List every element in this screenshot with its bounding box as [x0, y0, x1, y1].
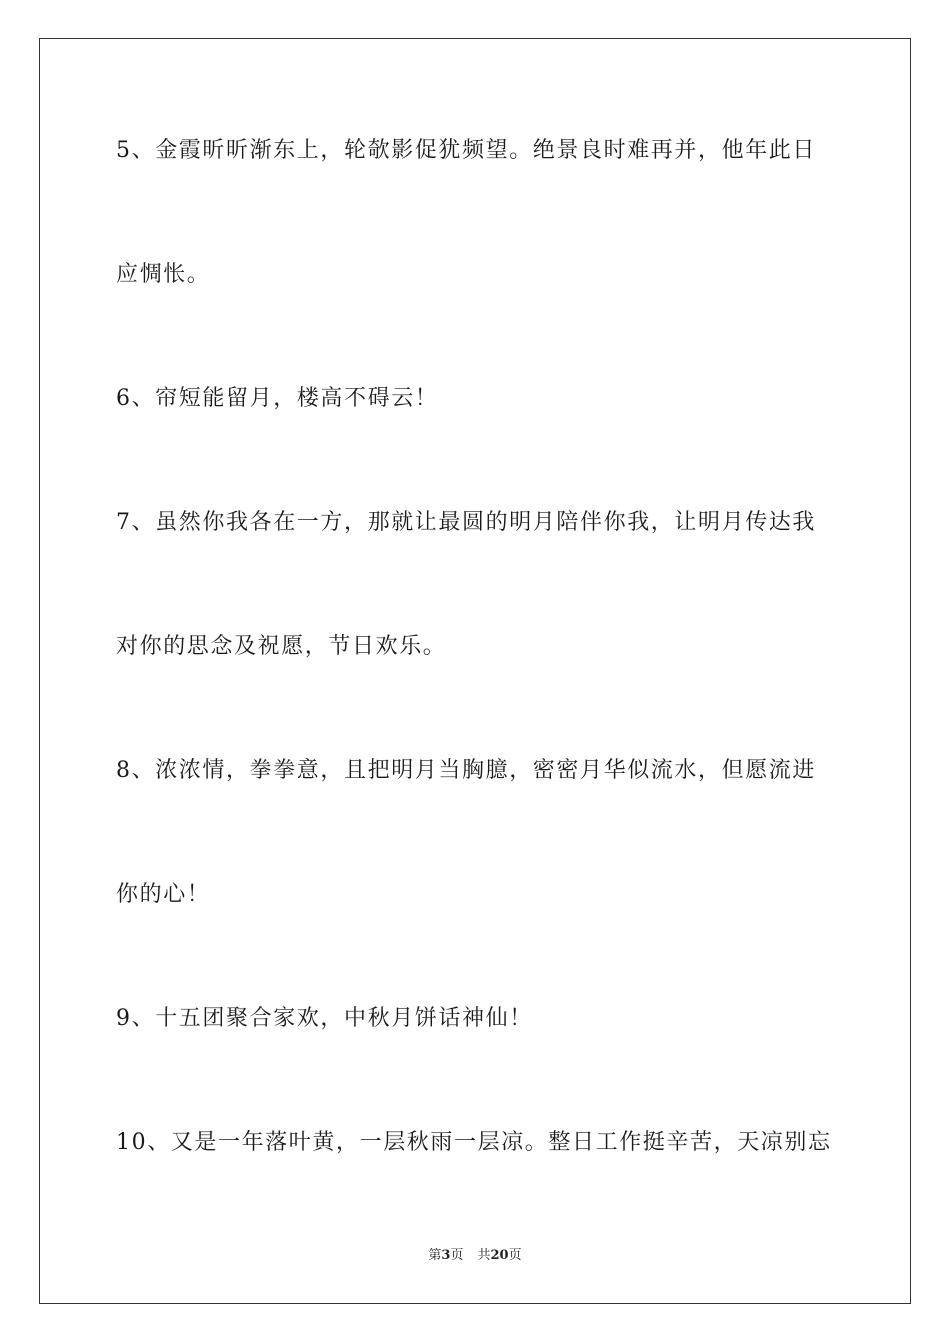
page-footer — [0, 1247, 950, 1265]
text-line: 9、十五团聚合家欢，中秋月饼话神仙！ — [116, 1006, 533, 1031]
page-border — [39, 38, 911, 1304]
page-suffix: 页 — [450, 1248, 464, 1263]
text-line: 7、虽然你我各在一方，那就让最圆的明月陪伴你我，让明月传达我 — [116, 510, 816, 535]
total-pages: 20 — [490, 1248, 509, 1263]
text-line: 8、浓浓情，拳拳意，且把明月当胸臆，密密月华似流水，但愿流进 — [116, 758, 816, 783]
total-suffix: 页 — [508, 1248, 522, 1263]
page-prefix: 第 — [428, 1248, 442, 1263]
text-line: 应惆怅。 — [116, 262, 211, 287]
total-prefix: 共 — [477, 1248, 491, 1263]
page-number: 3 — [441, 1248, 451, 1263]
text-line: 6、帘短能留月，楼高不碍云！ — [116, 386, 439, 411]
text-line: 5、金霞昕昕渐东上，轮欹影促犹频望。绝景良时难再并，他年此日 — [116, 138, 816, 163]
text-line: 对你的思念及祝愿，节日欢乐。 — [116, 634, 447, 659]
text-line: 10、又是一年落叶黄，一层秋雨一层凉。整日工作挺辛苦，天凉别忘 — [116, 1130, 832, 1155]
text-line: 你的心！ — [116, 882, 211, 907]
